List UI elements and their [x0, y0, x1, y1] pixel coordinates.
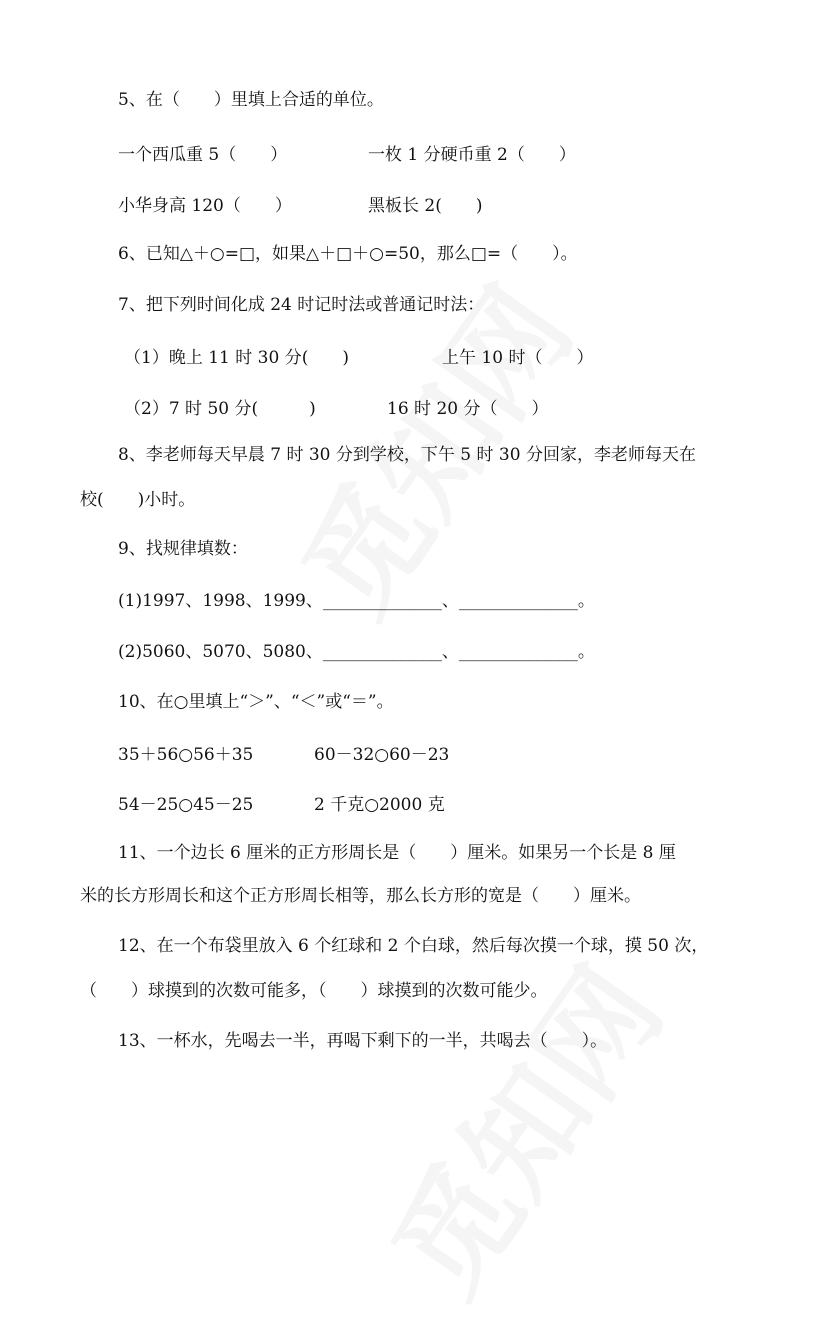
q7-row2-left: （2）7 时 50 分( ) [124, 399, 316, 419]
q12-line1: 12、在一个布袋里放入 6 个红球和 2 个白球，然后每次摸一个球，摸 50 次， [118, 936, 709, 956]
q9-row2: (2)5060、5070、5080、______________、______________。 [118, 642, 595, 662]
q11-line1: 11、一个边长 6 厘米的正方形周长是（ ）厘米。如果另一个长是 8 厘 [118, 843, 676, 863]
q10-row2-left: 54－25○45－25 [118, 795, 254, 815]
q13-text: 13、一杯水，先喝去一半，再喝下剩下的一半，共喝去（ ）。 [118, 1031, 608, 1051]
q9-title: 9、找规律填数： [118, 539, 248, 559]
q9-row1: (1)1997、1998、1999、______________、______________。 [118, 591, 595, 611]
q7-row2-right: 16 时 20 分（ ） [387, 399, 549, 419]
q8-line2: 校( )小时。 [80, 490, 196, 510]
q10-row2-right: 2 千克○2000 克 [314, 795, 445, 815]
q10-title: 10、在○里填上“＞”、“＜”或“＝”。 [118, 692, 394, 712]
q12-line2: （ ）球摸到的次数可能多，（ ）球摸到的次数可能少。 [80, 981, 548, 1001]
q5-row1-left: 一个西瓜重 5（ ） [118, 145, 288, 165]
q5-row1-right: 一枚 1 分硬币重 2（ ） [368, 145, 576, 165]
q7-title: 7、把下列时间化成 24 时记时法或普通记时法： [118, 295, 485, 315]
q8-line1: 8、李老师每天早晨 7 时 30 分到学校，下午 5 时 30 分回家，李老师每天在 [118, 445, 696, 465]
q6-text: 6、已知△＋○=□，如果△＋□＋○=50，那么□=（ ）。 [118, 244, 578, 264]
q5-title: 5、在（ ）里填上合适的单位。 [118, 90, 384, 110]
q7-row1-right: 上午 10 时（ ） [442, 348, 594, 368]
q10-row1-right: 60－32○60－23 [314, 745, 450, 765]
q7-row1-left: （1）晚上 11 时 30 分( ) [124, 348, 349, 368]
q5-row2-right: 黑板长 2( ) [368, 196, 483, 216]
q11-line2: 米的长方形周长和这个正方形周长相等，那么长方形的宽是（ ）厘米。 [80, 886, 641, 906]
q5-row2-left: 小华身高 120（ ） [118, 196, 292, 216]
q10-row1-left: 35＋56○56＋35 [118, 745, 254, 765]
